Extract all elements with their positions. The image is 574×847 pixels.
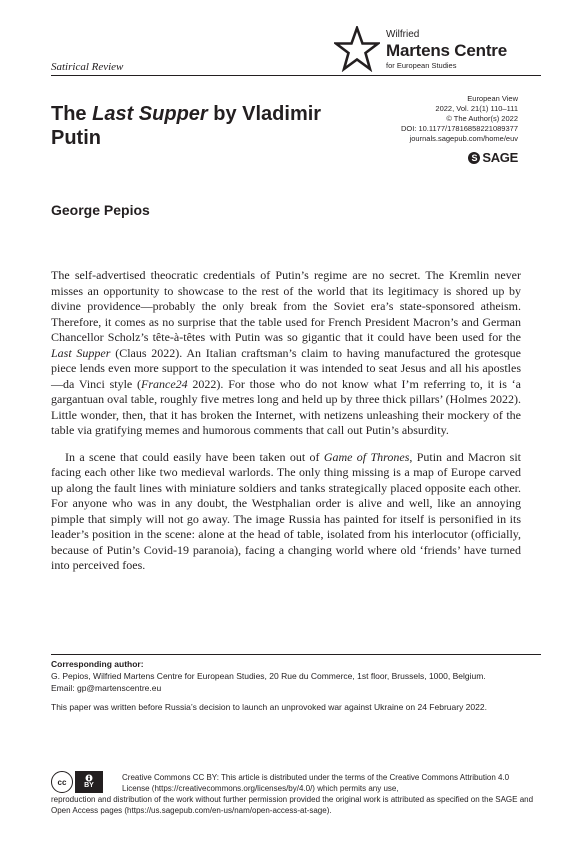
text-run: , Putin and Macron sit facing each other like two medieval warlords. The only thing missing is a map of Europe carved up along the fault lines with miniature soldiers and tanks strategically placed opposite each other. For anyone who was in any doubt, the Westphalian order is alive and well, like an annoying pimple that simply will not go away. The image Russia has painted for itself is personified in its leader’s position in the scene: alone at the head of table, isolated from his interlocutor (officially, because of Putin’s Covid-19 paranoia), facing a changing world where old ‘friends’ have turned into perceived foes. <box>51 449 522 572</box>
title-part: The <box>51 103 93 125</box>
italic-run: France24 <box>141 376 188 391</box>
italic-run: Game of Thrones <box>323 449 410 464</box>
text-run: (Claus 2022). An Italian craftsman’s claim to having manufactured the grotesque piece lends even more support to the speculation it was intended to seat Jesus and all his apostles—da Vinci style ( <box>51 345 521 391</box>
footnote-rule <box>51 654 541 655</box>
logo-line-1: Wilfried <box>386 29 420 40</box>
title-part: by Vladimir Putin <box>51 103 322 149</box>
by-icon <box>75 771 103 793</box>
cc-license-badge[interactable] <box>51 771 115 793</box>
copyright: © The Author(s) 2022 <box>446 114 518 123</box>
italic-run: Last Supper <box>51 345 111 360</box>
sage-label: SAGE <box>482 150 518 165</box>
text-run: 2022). For those who do not know what I’m referring to, it is ‘a gargantuan oval table, roughly five metres long and held up by three thick pillars’ (Holmes 2022). Little wonder, then, that it has broken the Internet, with netizens unleashing their mockery of the table via gratifying memes and humorous comments that call out Putin’s absurdity. <box>51 376 521 437</box>
journal-name: European View <box>467 94 518 103</box>
author-name: George Pepios <box>51 202 150 218</box>
journal-url[interactable]: journals.sagepub.com/home/euv <box>409 134 518 143</box>
footnote-heading: Corresponding author: <box>51 659 144 669</box>
star-icon <box>334 26 380 72</box>
sage-logo <box>468 150 518 165</box>
author-address: G. Pepios, Wilfried Martens Centre for European Studies, 20 Rue du Commerce, 1st floor, Brussels, 1000, Belgium. <box>51 671 486 681</box>
person-icon <box>85 774 93 782</box>
paragraph <box>51 450 521 574</box>
spacer <box>51 694 531 701</box>
doi[interactable]: DOI: 10.1177/17816858221089377 <box>400 124 518 133</box>
article-title <box>51 102 351 150</box>
paper-note: This paper was written before Russia’s decision to launch an unprovoked war against Ukraine on 24 February 2022. <box>51 702 487 712</box>
footnote <box>51 658 531 713</box>
cc-icon: cc <box>51 771 73 793</box>
logo-line-3: for European Studies <box>386 61 457 70</box>
paragraph <box>51 268 521 439</box>
publisher-logo <box>334 26 544 76</box>
sage-s-icon: S <box>468 152 480 164</box>
by-label: BY <box>84 782 94 789</box>
logo-line-2: Martens Centre <box>386 41 507 60</box>
article-body <box>51 268 521 585</box>
license-text-1: Creative Commons CC BY: This article is distributed under the terms of the Creative Commons Attribution 4.0 License (https://creativecommons.org/licenses/by/4.0/) which permits any use, <box>122 773 510 793</box>
text-run: The self-advertised theocratic credentials of Putin’s regime are no secret. The Kremlin never misses an opportunity to showcase to the rest of the world that its legitimacy is shored up by divine providence—probably the only break from the Soviet era’s state-sponsored atheism. Therefore, it comes as no surprise that the table used for French President Macron’s and German Chancellor Scholz’s tête-à-têtes with Putin was so gigantic that it could have been used for the <box>51 268 521 344</box>
journal-volume: 2022, Vol. 21(1) 110–111 <box>435 104 518 113</box>
title-italic: Last Supper <box>92 103 208 125</box>
section-label: Satirical Review <box>51 61 124 73</box>
journal-meta <box>401 94 518 144</box>
license-text-2: reproduction and distribution of the work without further permission provided the original work is attributed as specified on the SAGE and Open Access pages (https://us.sagepub.com/en-us/nam/open-access-at-sage). <box>51 795 534 815</box>
text-run: In a scene that could easily have been taken out of <box>65 449 324 464</box>
author-email[interactable]: Email: gp@martenscentre.eu <box>51 683 162 693</box>
